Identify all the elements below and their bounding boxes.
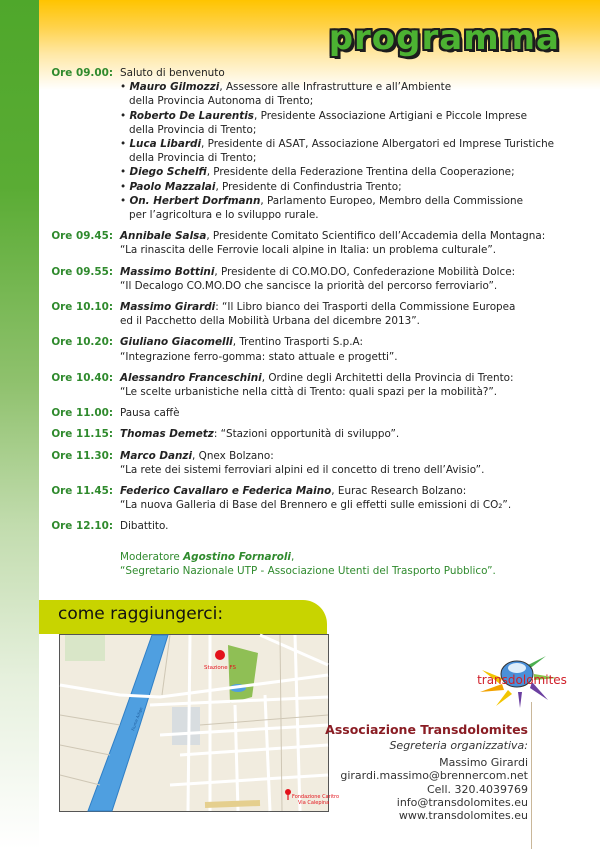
- schedule-row-1145: [39, 484, 600, 512]
- speaker-bullet: • Roberto De Laurentis, Presidente Associazione Artigiani e Piccole Imprese della Provincia di Trento;: [120, 109, 527, 136]
- website-link[interactable]: www.transdolomites.eu: [398, 809, 528, 823]
- schedule-content: Giuliano Giacomelli, Trentino Trasporti S.p.A: “Integrazione ferro-gomma: stato attuale e progetti”.: [120, 336, 398, 363]
- logo-graphic: [462, 648, 582, 710]
- schedule-row-1210: [39, 519, 600, 578]
- globe-highlight: [508, 663, 526, 673]
- schedule-content: Massimo Bottini, Presidente di CO.MO.DO, Confederazione Mobilità Dolce: “Il Decalogo CO.MO.DO che sancisce la priorità del percorso ferroviario”.: [120, 265, 516, 292]
- schedule-row-1130: [39, 449, 600, 477]
- contact-phone: Cell. 320.4039769: [426, 782, 528, 796]
- schedule-row-0945: [39, 229, 600, 257]
- destination-label-line2: Via Calepina: [298, 800, 330, 806]
- schedule-content: Thomas Demetz: “Stazioni opportunità di sviluppo”.: [120, 428, 400, 441]
- program-schedule: [39, 66, 600, 585]
- river-label: Fiume Adige: [130, 706, 144, 732]
- welcome-text: Saluto di benvenuto: [120, 67, 225, 79]
- schedule-time: Ore 11.15:: [51, 428, 113, 441]
- speaker-bullet: • Paolo Mazzalai, Presidente di Confindustria Trento;: [120, 180, 402, 193]
- schedule-content: Dibattito. Moderatore Agostino Fornaroli, “Segretario Nazionale UTP - Associazione Utenti del Trasporto Pubblico”.: [120, 519, 600, 578]
- map-greenery: [65, 635, 105, 661]
- schedule-time: Ore 11.30:: [51, 449, 113, 462]
- speaker-bullet: • Diego Schelfi, Presidente della Federazione Trentina della Cooperazione;: [120, 166, 515, 179]
- location-map: [59, 634, 340, 812]
- contact-person: Massimo Girardi: [439, 755, 528, 769]
- organization-name: Associazione Transdolomites: [325, 722, 528, 737]
- contact-email-link[interactable]: girardi.massimo@brennercom.net: [340, 769, 528, 783]
- logo-text: transdolomites: [477, 673, 567, 687]
- schedule-time: Ore 09.45:: [51, 230, 113, 243]
- schedule-row-0955: [39, 265, 600, 293]
- schedule-row-1115: [39, 427, 600, 441]
- speaker-bullet: • On. Herbert Dorfmann, Parlamento Europeo, Membro della Commissione per l’agricoltura e lo sviluppo rurale.: [120, 194, 523, 222]
- schedule-time: Ore 10.20:: [51, 336, 113, 349]
- moderator-block: Moderatore Agostino Fornaroli, “Segretario Nazionale UTP - Associazione Utenti del Trasporto Pubblico”.: [120, 550, 496, 577]
- secretariat-label: Segreteria organizzativa:: [389, 739, 528, 753]
- schedule-row-0900: [39, 66, 600, 222]
- schedule-time: Ore 09.00:: [51, 67, 113, 79]
- map-square: [205, 803, 260, 805]
- page-title: programma: [328, 18, 560, 58]
- speaker-bullet: • Luca Libardi, Presidente di ASAT, Associazione Albergatori ed Imprese Turistiche della Provincia di Trento;: [120, 138, 555, 165]
- schedule-content: Annibale Salsa, Presidente Comitato Scientifico dell’Accademia della Montagna: “La rinascita delle Ferrovie locali alpine in Italia: un problema culturale”.: [120, 230, 546, 257]
- station-marker-icon: [215, 650, 225, 660]
- map-graphic: [60, 635, 340, 811]
- map-rail-yard: [172, 707, 200, 745]
- transdolomites-logo: [462, 648, 582, 710]
- schedule-content: Massimo Girardi: “Il Libro bianco dei Trasporti della Commissione Europea ed il Pacchetto della Mobilità Urbana del dicembre 2013”.: [120, 301, 516, 328]
- info-email-link[interactable]: info@transdolomites.eu: [396, 796, 528, 810]
- schedule-row-1020: [39, 335, 600, 363]
- schedule-content: Federico Cavallaro e Federica Maino, Eurac Research Bolzano: “La nuova Galleria di Base del Brennero e gli effetti sulle emissioni di CO₂”.: [120, 485, 512, 512]
- schedule-row-1010: [39, 300, 600, 328]
- schedule-time: Ore 09.55:: [51, 265, 113, 278]
- schedule-row-1100: [39, 406, 600, 420]
- schedule-time: Ore 11.45:: [51, 485, 113, 498]
- contact-block: [325, 723, 528, 823]
- schedule-content: Alessandro Franceschini, Ordine degli Architetti della Provincia di Trento: “Le scelte urbanistiche nella città di Trento: quali spazi per la mobilità?”.: [120, 371, 514, 399]
- schedule-row-1040: [39, 371, 600, 399]
- schedule-time: Ore 10.10:: [51, 301, 113, 314]
- left-green-sidebar: [0, 0, 39, 849]
- schedule-time: Ore 10.40:: [51, 371, 113, 384]
- destination-label-line1: Fondazione Caritro: [292, 794, 340, 800]
- schedule-content: Marco Danzi, Qnex Bolzano: “La rete dei sistemi ferroviari alpini ed il concetto di treno dell’Avisio”.: [120, 449, 485, 476]
- schedule-content: Pausa caffè: [120, 407, 180, 420]
- vertical-divider: [531, 702, 532, 849]
- speaker-bullet: • Mauro Gilmozzi, Assessore alle Infrastrutture e all’Ambiente della Provincia Autonoma di Trento;: [120, 81, 452, 108]
- schedule-time: Ore 12.10:: [51, 520, 113, 533]
- station-label: Stazione FS: [204, 665, 236, 671]
- schedule-content: [120, 66, 600, 222]
- schedule-time: Ore 11.00:: [51, 407, 113, 420]
- directions-heading: come raggiungerci:: [58, 604, 224, 624]
